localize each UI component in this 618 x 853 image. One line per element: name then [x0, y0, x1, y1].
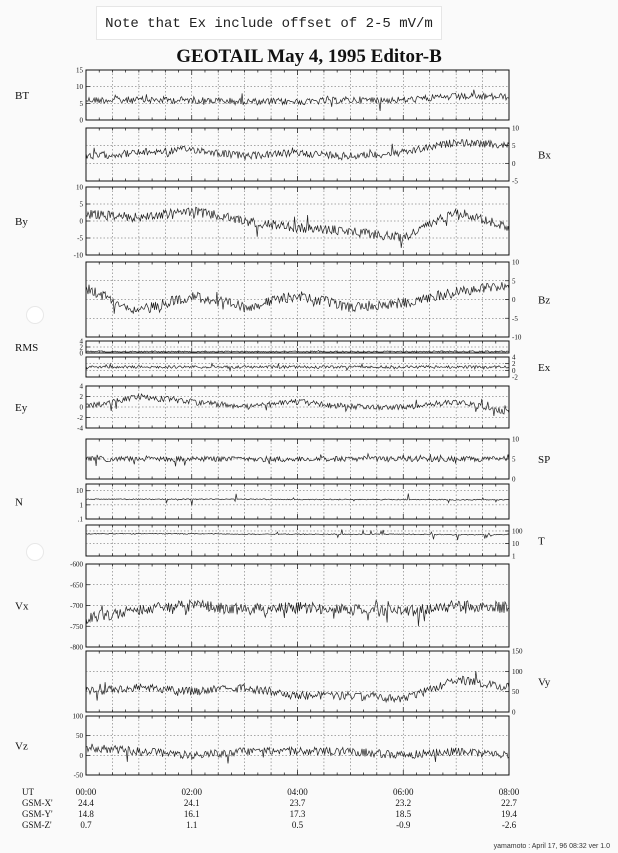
y-tick-label: 5 — [79, 99, 83, 108]
y-tick-label: 2 — [79, 393, 83, 401]
panel-by — [86, 187, 509, 255]
y-tick-label: 100 — [512, 667, 523, 676]
time-tick-label: 06:00 — [392, 787, 414, 797]
y-tick-label: 4 — [79, 337, 83, 346]
panel-label: Vx — [15, 600, 29, 613]
y-tick-label: 5 — [512, 455, 516, 464]
orbit-value: 23.7 — [289, 798, 306, 808]
time-tick-label: 08:00 — [498, 787, 520, 797]
data-trace — [86, 90, 509, 111]
orbit-value: 0.7 — [80, 820, 92, 830]
y-tick-label: 100 — [512, 527, 523, 536]
orbit-row-label: UT — [22, 787, 34, 797]
y-tick-label: 15 — [76, 66, 83, 75]
panel-vy — [86, 651, 509, 712]
y-tick-label: 0 — [512, 366, 516, 375]
orbit-value: -2.6 — [501, 820, 517, 830]
panel-bz — [86, 262, 509, 337]
panel-label: N — [15, 496, 23, 509]
orbit-value: 19.4 — [501, 809, 517, 819]
y-tick-label: 0 — [79, 116, 83, 125]
orbit-value: 24.4 — [78, 798, 94, 808]
y-tick-label: 0 — [79, 349, 83, 358]
orbit-value: 16.1 — [183, 809, 200, 819]
orbit-value: 22.7 — [501, 798, 517, 808]
y-tick-label: 4 — [79, 382, 83, 391]
y-tick-label: 1 — [512, 552, 516, 561]
panel-sp — [86, 439, 509, 479]
y-tick-label: 5 — [512, 277, 516, 286]
y-tick-label: 2 — [512, 360, 516, 369]
orbit-row-label: GSM-Z' — [22, 820, 52, 830]
y-tick-label: -5 — [512, 314, 518, 323]
panel-label: Vy — [538, 676, 551, 689]
panel-label: Ey — [15, 402, 28, 414]
time-tick-label: 02:00 — [181, 787, 203, 797]
panel-bx — [86, 128, 509, 181]
y-tick-label: 10 — [76, 183, 83, 192]
time-tick-label: 04:00 — [287, 787, 308, 797]
y-tick-label: -600 — [70, 560, 83, 569]
y-tick-label: 0 — [79, 403, 83, 412]
y-tick-label: 50 — [512, 688, 519, 697]
y-tick-label: -700 — [70, 602, 83, 610]
y-tick-label: -800 — [70, 643, 83, 652]
orbit-value: 18.5 — [395, 809, 412, 819]
orbit-value: 17.3 — [289, 809, 306, 819]
panel-frame — [86, 651, 509, 712]
y-tick-label: 5 — [79, 200, 83, 209]
y-tick-label: 50 — [76, 732, 83, 741]
chart-title: GEOTAIL May 4, 1995 Editor-B — [176, 46, 442, 67]
y-tick-label: -10 — [73, 251, 83, 260]
panel-label: Bx — [538, 149, 551, 162]
orbit-value: 1.1 — [186, 820, 198, 830]
y-tick-label: -50 — [73, 771, 83, 780]
data-trace — [86, 207, 509, 248]
panel-label: BT — [15, 90, 30, 102]
time-tick-label: 00:00 — [75, 787, 97, 797]
panel-label: By — [15, 216, 28, 228]
panel-vx — [86, 564, 509, 647]
y-tick-label: -2 — [77, 414, 83, 422]
y-tick-label: 100 — [72, 712, 83, 721]
panel-bt — [86, 70, 509, 120]
data-trace — [86, 744, 509, 764]
y-tick-label: -5 — [512, 177, 518, 186]
y-tick-label: 0 — [512, 708, 516, 717]
y-tick-label: -10 — [512, 333, 522, 342]
y-tick-label: 10 — [512, 435, 519, 444]
panel-label: RMS — [15, 342, 39, 354]
panel-ex — [86, 357, 509, 377]
y-tick-label: -650 — [70, 581, 83, 590]
orbit-value: 0.5 — [291, 820, 304, 830]
y-tick-label: 2 — [79, 343, 83, 352]
panel-rms — [86, 341, 509, 353]
panel-n — [86, 484, 509, 519]
y-tick-label: -2 — [512, 373, 518, 382]
y-tick-label: 10 — [512, 258, 519, 267]
y-tick-label: 1 — [79, 501, 83, 510]
panel-ey — [86, 386, 509, 428]
y-tick-label: 10 — [76, 83, 83, 92]
y-tick-label: .1 — [77, 515, 83, 524]
panel-vz — [86, 716, 509, 775]
y-tick-label: -750 — [70, 622, 83, 631]
y-tick-label: -4 — [77, 424, 83, 433]
y-tick-label: 0 — [512, 475, 516, 484]
panel-label: Vz — [15, 740, 28, 753]
note-label: Note that Ex include offset of 2-5 mV/m — [96, 6, 442, 40]
y-tick-label: 0 — [79, 751, 83, 760]
y-tick-label: 4 — [512, 353, 516, 362]
panel-label: SP — [538, 454, 551, 466]
orbit-row-label: GSM-X' — [22, 798, 53, 808]
panel-t — [86, 525, 509, 556]
y-tick-label: -5 — [77, 234, 83, 243]
panel-label: Ex — [538, 362, 551, 374]
orbit-value: 14.8 — [78, 809, 94, 819]
y-tick-label: 0 — [79, 217, 83, 226]
footer-credit: yamamoto : April 17, 96 08:32 ver 1.0 — [493, 843, 610, 850]
y-tick-label: 10 — [76, 487, 83, 496]
y-tick-label: 150 — [512, 647, 523, 656]
panel-label: T — [538, 535, 545, 548]
panel-label: Bz — [538, 294, 551, 307]
y-tick-label: 0 — [512, 296, 516, 304]
y-tick-label: 0 — [512, 159, 516, 168]
orbit-value: -0.9 — [396, 820, 411, 830]
y-tick-label: 10 — [512, 124, 519, 133]
y-tick-label: 5 — [512, 142, 516, 151]
orbit-value: 23.2 — [395, 798, 412, 808]
orbit-row-label: GSM-Y' — [22, 809, 53, 819]
y-tick-label: 10 — [512, 539, 519, 548]
orbit-value: 24.1 — [183, 798, 200, 808]
